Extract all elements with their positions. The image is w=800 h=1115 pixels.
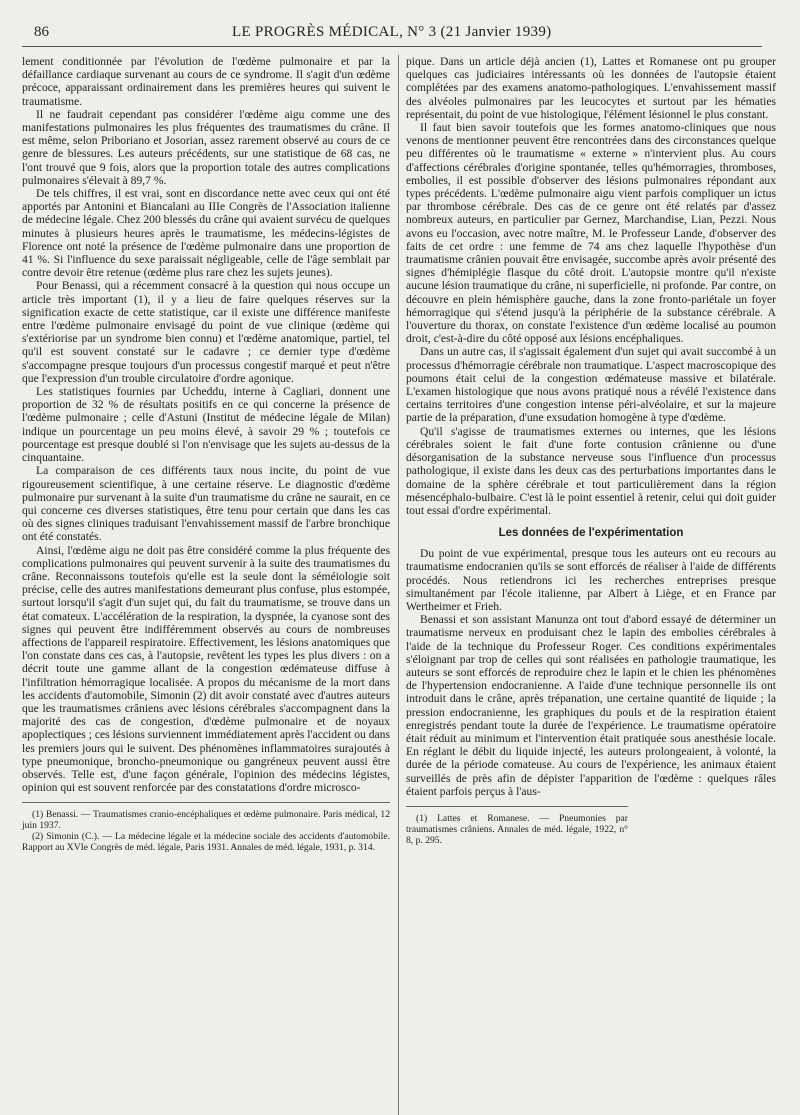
paragraph: Il faut bien savoir toutefois que les formes anatomo-cliniques que nous venons de mentionner peuvent être rencontrées dans des circonstances quelque peu différentes où le traumatisme « externe » n'intervient plus. Au cours d'affections cérébrales d'origine spontanée, telles qu'hémorragies, thromboses, embolies, il est possible d'observer des lésions pulmonaires répondant aux types précédents. L'œdème pulmonaire aigu vient parfois compliquer un ictus par thrombose cérébrale. Des cas de ce genre ont été relatés par d'assez nombreux auteurs, en particulier par Gernez, Marchandise, Lian, Pezzi. Nous avons eu l'occasion, avec notre maître, M. le Professeur Lande, d'observer des faits de cet ordre : une femme de 74 ans chez laquelle l'hypothèse d'un traumatisme crânien pouvait être envisagée, succombe après avoir présenté des signes d'hémiplégie flasque du côté droit. L'autopsie montre qu'il n'existe aucune lésion traumatique du crâne, ni superficielle, ni profonde. Par contre, on découvre en plein hémisphère gauche, dans la zone fronto-pariétale un foyer hémorragique qui s'étend jusqu'à la périphérie de la substance cérébrale. A l'ouverture du thorax, on constate l'existence d'un œdème localisé au poumon droit, c'est-à-dire du côté opposé aux lésions encéphaliques. xyxy=(406,121,776,346)
right-column xyxy=(406,55,776,846)
paragraph: Benassi et son assistant Manunza ont tout d'abord essayé de déterminer un traumatisme nerveux en produisant chez le lapin des embolies cérébrales à l'aide de la technique du Professeur Roger. Ces conditions expérimentales s'éloignant par trop de celles qui sont réalisées en pathologie traumatique, les auteurs se sont efforcés de reproduire chez le lapin et le chien les phénomènes de l'hypertension endocranienne. A l'aide d'une technique personnelle ils ont introduit dans le crâne, après trépanation, une certaine quantité de liquide ; la pression endocranienne, les graphiques du pouls et de la respiration étaient enregistrés pendant toute la durée de l'expérience. Le traumatisme opératoire était réduit au minimum et l'intervention était pratiquée sous anesthésie locale. En réglant le débit du liquide injecté, les auteurs prolongeaient, à volonté, la durée de la période comateuse. Au cours de l'expérience, les animaux étaient surveillés de près afin de dépister l'apparition de l'œdème : quelques râles étaient parfois perçus à l'aus- xyxy=(406,613,776,798)
paragraph: De tels chiffres, il est vrai, sont en discordance nette avec ceux qui ont été apportés par Antonini et Biancalani au IIIe Congrès de l'Association italienne de médecine légale. Chez 200 blessés du crâne qui avaient survécu de quelques minutes à plusieurs heures après le traumatisme, les médecins-légistes de Florence ont noté la présence de l'œdème pulmonaire dans une proportion de 41 %. Si l'influence du sexe paraissait négligeable, celle de l'âge semblait par contre devoir être retenue (œdème plus rare chez les sujets jeunes). xyxy=(22,187,390,280)
running-header xyxy=(22,22,762,47)
paragraph: Ainsi, l'œdème aigu ne doit pas être considéré comme la plus fréquente des complications pulmonaires qui peuvent survenir à la suite des traumatismes du crâne. Reconnaissons toutefois qu'elle est la seule dont la séméiologie soit précise, celle des autres manifestations demeurant plus confuse, plus estompée, surtout lorsqu'il s'agit d'un sujet qui, du fait du traumatisme, se trouve dans un état comateux. L'accélération de la respiration, la dyspnée, la cyanose sont des signes qui peuvent être indifféremment observés au cours de nombreuses affections de l'appareil respiratoire. Effectivement, les lésions anatomiques que l'on constate dans ces cas, à l'autopsie, revêtent les types les plus divers : on a décrit toute une gamme allant de la congestion œdémateuse diffuse à l'infiltration hémorragique localisée. A propos du mécanisme de la mort dans les accidents d'automobile, Simonin (2) dit avoir constaté avec d'autres auteurs que les traumatismes crâniens avec lésions cérébrales s'accompagnent dans la majorité des cas de congestion, d'œdème pulmonaire et de noyaux apoplectiques ; ces lésions surviennent immédiatement après l'accident ou dans les premiers jours qui le suivent. Des phénomènes inflammatoires surajoutés à type pneumonique, broncho-pneumonique ou gangréneux peuvent aussi être observés. Telle est, d'une façon générale, l'opinion des médecins légistes, opinion qui est souvent renforcée par des constatations d'ordre microsco- xyxy=(22,543,390,795)
paragraph: pique. Dans un article déjà ancien (1), Lattes et Romanese ont pu grouper quelques cas judiciaires intéressants où les données de l'autopsie étaient complétées par des examens anatomo-pathologiques. L'envahissement massif des alvéoles pulmonaires par les leucocytes et surtout par les hématies représentait, du point de vue histologique, l'élément lésionnel le plus constant. xyxy=(406,55,776,121)
footnotes-right xyxy=(406,806,628,846)
paragraph: Les statistiques fournies par Ucheddu, interne à Cagliari, donnent une proportion de 32 % de résultats positifs en ce qui concerne la présence de l'œdème pulmonaire ; celle d'Astuni (Institut de médecine légale de Milan) indique un pourcentage un peu moins élevé, à savoir 29 % ; toutefois ce pourcentage est presque doublé si l'on n'envisage que les sujets au-dessus de la cinquantaine. xyxy=(22,385,390,465)
footnote: (2) Simonin (C.). — La médecine légale et la médecine sociale des accidents d'automobile. Rapport au XVIe Congrès de méd. légale, Paris 1931. Annales de méd. légale, 1931, p. 314. xyxy=(22,831,390,854)
journal-title: LE PROGRÈS MÉDICAL, N° 3 (21 Janvier 1939) xyxy=(232,24,552,40)
footnote: (1) Lattes et Romanese. — Pneumonies par traumatismes crâniens. Annales de méd. légale, 1922, n° 8, p. 295. xyxy=(406,812,628,846)
section-heading: Les données de l'expérimentation xyxy=(498,527,684,540)
paragraph: La comparaison de ces différents taux nous incite, du point de vue rigoureusement scientifique, à une certaine réserve. Le diagnostic d'œdème pulmonaire pur survenant à la suite d'un traumatisme du crâne ne saurait, en ce qui concerne ces diverses statistiques, être tenu pour certain que dans les cas où des signes cliniques traduisant l'envahissement massif de l'arbre bronchique ont été constatés. xyxy=(22,464,390,544)
left-column xyxy=(22,55,390,853)
column-divider xyxy=(398,55,399,1115)
paragraph: Il ne faudrait cependant pas considérer l'œdème aigu comme une des manifestations pulmonaires les plus fréquentes des traumatismes du crâne. Il est même, selon Priboriano et Josorian, assez rarement observé au cours de ce genre de blessures. Les auteurs précédents, sur une statistique de 68 cas, ne l'ont trouvé que 9 fois, alors que la proportion totale des autres complications pulmonaires s'élevait à 89,7 %. xyxy=(22,107,390,187)
footnotes-left xyxy=(22,802,390,853)
paragraph: Du point de vue expérimental, presque tous les auteurs ont eu recours au traumatisme endocranien qu'ils se sont efforcés de réaliser à l'aide de différents procédés. Nous retiendrons ici les recherches entreprises presque simultanément par l'école italienne, par Albert à Liège, et en France par Wertheimer et Frieh. xyxy=(406,547,776,613)
paragraph: Pour Benassi, qui a récemment consacré à la question qui nous occupe un article très important (1), il y a lieu de faire quelques réserves sur la signification exacte de cette statistique, car il existe une différence manifeste entre l'œdème pulmonaire envisagé du point de vue clinique (œdème qui s'extériorise par un syndrome bien connu) et l'œdème anatomique, partiel, tel qu'il est souvent constaté sur le cadavre ; ce dernier type d'œdème s'accompagne presque toujours d'un processus congestif marqué et peut n'être que l'expression d'un trouble circulatoire d'ordre agonique. xyxy=(22,279,390,385)
paragraph: Dans un autre cas, il s'agissait également d'un sujet qui avait succombé à un processus d'hémorragie cérébrale non traumatique. L'aspect macroscopique des poumons était celui de la congestion œdémateuse massive et bilatérale. L'examen histologique que nous avons pratiqué nous a révélé l'existence dans certains territoires d'une congestion intense péri-alvéolaire, et sur la majeure partie de la préparation, d'une exsudation homogène à type d'œdème. xyxy=(406,345,776,425)
paragraph: lement conditionnée par l'évolution de l'œdème pulmonaire et par la défaillance cardiaque survenant au cours de ce syndrome. Il s'agit d'un œdème précoce, apparaissant ordinairement dans les premières heures qui suivent le traumatisme. xyxy=(22,55,390,108)
page-number: 86 xyxy=(34,24,49,40)
paragraph: Qu'il s'agisse de traumatismes externes ou internes, que les lésions cérébrales soient le fait d'une forte contusion crânienne ou d'une désorganisation de la substance nerveuse sous l'influence d'un processus pathologique, il existe dans les deux cas des perturbations importantes dans le domaine de la sphère cérébrale et tout particulièrement dans la région mésencéphalo-bulbaire. C'est là le point essentiel à retenir, celui qui doit guider tout essai d'ordre expérimental. xyxy=(406,424,776,517)
footnote: (1) Benassi. — Traumatismes cranio-encéphaliques et œdème pulmonaire. Paris médical, 12 juin 1937. xyxy=(22,809,390,832)
